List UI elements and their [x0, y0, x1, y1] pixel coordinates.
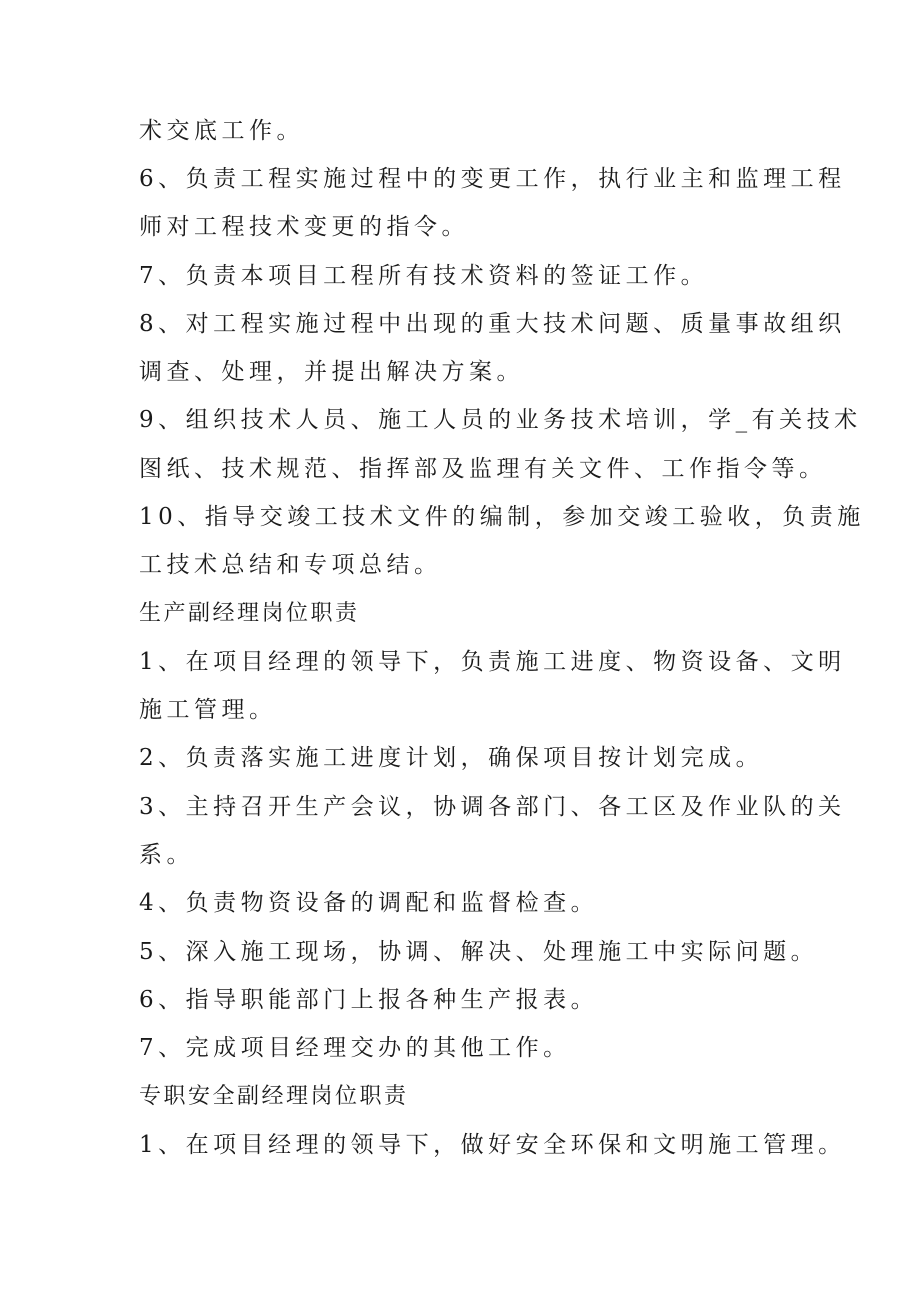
- text-line: 1、在项目经理的领导下，负责施工进度、物资设备、文明: [139, 649, 846, 675]
- section-heading: 生产副经理岗位职责: [139, 601, 360, 626]
- text-line: 师对工程技术变更的指令。: [139, 214, 469, 240]
- section-heading: 专职安全副经理岗位职责: [139, 1084, 409, 1109]
- text-line: 调查、处理，并提出解决方案。: [139, 359, 524, 385]
- text-line: 7、负责本项目工程所有技术资料的签证工作。: [139, 263, 709, 289]
- text-line: 9、组织技术人员、施工人员的业务技术培训，学_有关技术: [139, 407, 862, 433]
- text-line: 5、深入施工现场，协调、解决、处理施工中实际问题。: [139, 939, 819, 965]
- text-line: 8、对工程实施过程中出现的重大技术问题、质量事故组织: [139, 311, 846, 337]
- text-line: 2、负责落实施工进度计划，确保项目按计划完成。: [139, 745, 764, 771]
- text-line: 图纸、技术规范、指挥部及监理有关文件、工作指令等。: [139, 456, 827, 482]
- text-line: 6、负责工程实施过程中的变更工作，执行业主和监理工程: [139, 166, 846, 192]
- text-line: 1、在项目经理的领导下，做好安全环保和文明施工管理。: [139, 1132, 846, 1158]
- text-line: 6、指导职能部门上报各种生产报表。: [139, 987, 599, 1013]
- text-line: 系。: [139, 842, 194, 868]
- text-line: 施工管理。: [139, 697, 277, 723]
- text-line: 4、负责物资设备的调配和监督检查。: [139, 890, 599, 916]
- text-line: 术交底工作。: [139, 118, 304, 144]
- text-line: 工技术总结和专项总结。: [139, 552, 442, 578]
- text-line: 3、主持召开生产会议，协调各部门、各工区及作业队的关: [139, 794, 846, 820]
- text-line: 10、指导交竣工技术文件的编制，参加交竣工验收，负责施: [139, 504, 865, 530]
- text-line: 7、完成项目经理交办的其他工作。: [139, 1035, 571, 1061]
